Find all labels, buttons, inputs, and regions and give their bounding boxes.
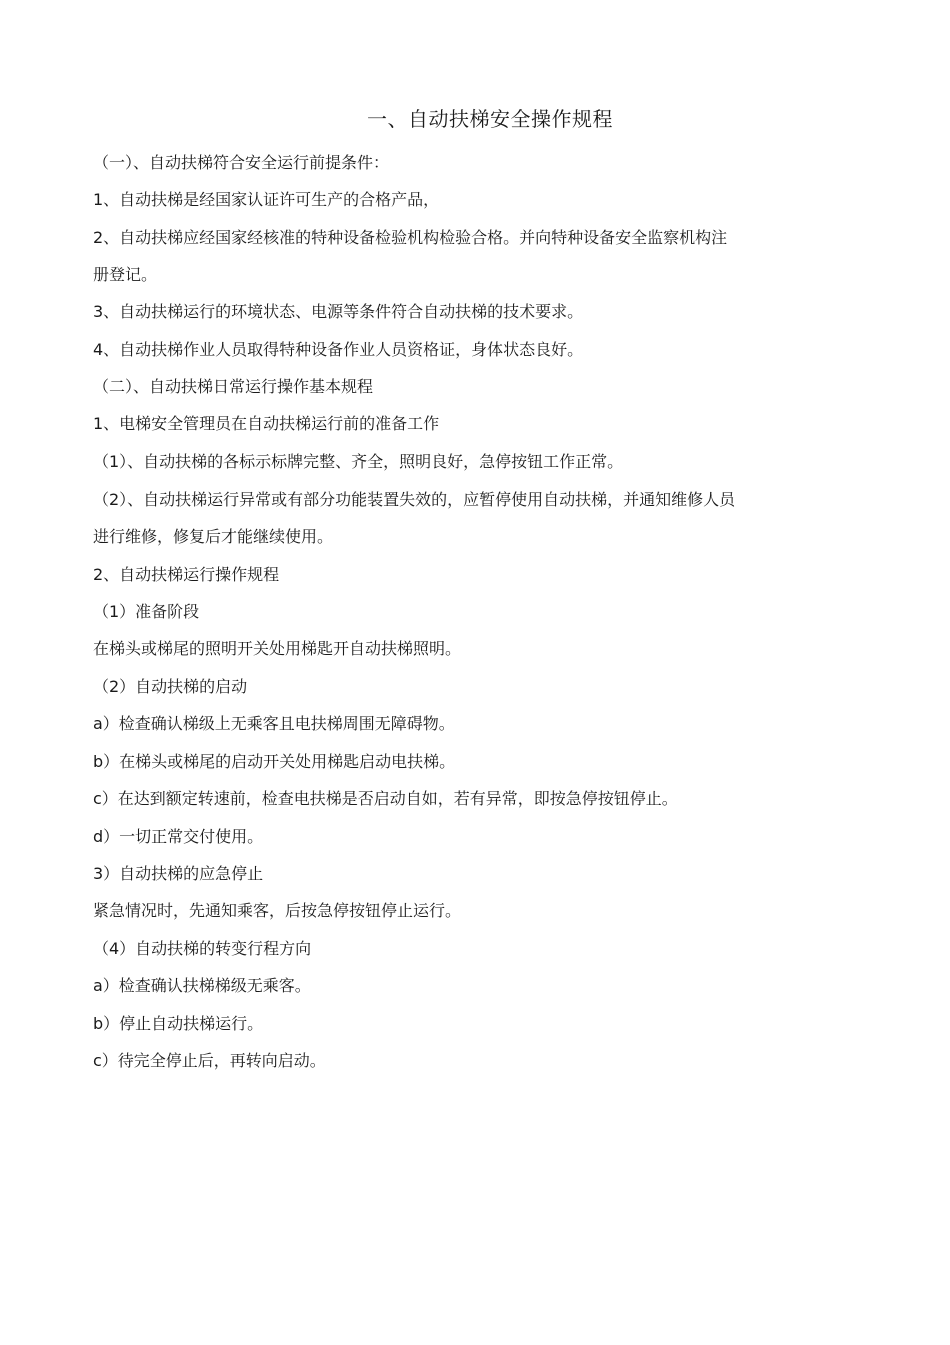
paragraph-line: （1）、自动扶梯的各标示标牌完整、齐全，照明良好，急停按钮工作正常。 <box>93 452 624 471</box>
paragraph-line: 1、电梯安全管理员在自动扶梯运行前的准备工作 <box>93 414 440 433</box>
paragraph-line: （1）准备阶段 <box>93 602 200 621</box>
paragraph-line: b）停止自动扶梯运行。 <box>93 1014 264 1033</box>
paragraph-line: 4、自动扶梯作业人员取得特种设备作业人员资格证，身体状态良好。 <box>93 340 584 359</box>
paragraph-line: a）检查确认梯级上无乘客且电扶梯周围无障碍物。 <box>93 714 455 733</box>
paragraph-line: （2）自动扶梯的启动 <box>93 677 248 696</box>
paragraph-line: b）在梯头或梯尾的启动开关处用梯匙启动电扶梯。 <box>93 752 456 771</box>
paragraph-line: 2、自动扶梯运行操作规程 <box>93 565 280 584</box>
paragraph-line: （4）自动扶梯的转变行程方向 <box>93 939 312 958</box>
paragraph-line: 3）自动扶梯的应急停止 <box>93 864 264 883</box>
paragraph-line: c）待完全停止后，再转向启动。 <box>93 1051 326 1070</box>
document-title: 一、自动扶梯安全操作规程 <box>367 107 613 131</box>
paragraph-line: a）检查确认扶梯梯级无乘客。 <box>93 976 311 995</box>
paragraph-line: 册登记。 <box>93 265 158 284</box>
paragraph-line: 紧急情况时，先通知乘客，后按急停按钮停止运行。 <box>93 901 462 920</box>
paragraph-line: 2、自动扶梯应经国家经核准的特种设备检验机构检验合格。并向特种设备安全监察机构注 <box>93 228 728 247</box>
paragraph-line: 1、自动扶梯是经国家认证许可生产的合格产品， <box>93 190 440 209</box>
paragraph-line: c）在达到额定转速前，检查电扶梯是否启动自如，若有异常，即按急停按钮停止。 <box>93 789 678 808</box>
paragraph-line: （2）、自动扶梯运行异常或有部分功能装置失效的，应暂停使用自动扶梯，并通知维修人员 <box>93 490 736 509</box>
paragraph-line: 在梯头或梯尾的照明开关处用梯匙开自动扶梯照明。 <box>93 639 462 658</box>
paragraph-line: d）一切正常交付使用。 <box>93 827 264 846</box>
paragraph-line: 进行维修，修复后才能继续使用。 <box>93 527 334 546</box>
section-heading-1: （一）、自动扶梯符合安全运行前提条件： <box>93 153 390 172</box>
section-heading-2: （二）、自动扶梯日常运行操作基本规程 <box>93 377 374 396</box>
paragraph-line: 3、自动扶梯运行的环境状态、电源等条件符合自动扶梯的技术要求。 <box>93 302 584 321</box>
